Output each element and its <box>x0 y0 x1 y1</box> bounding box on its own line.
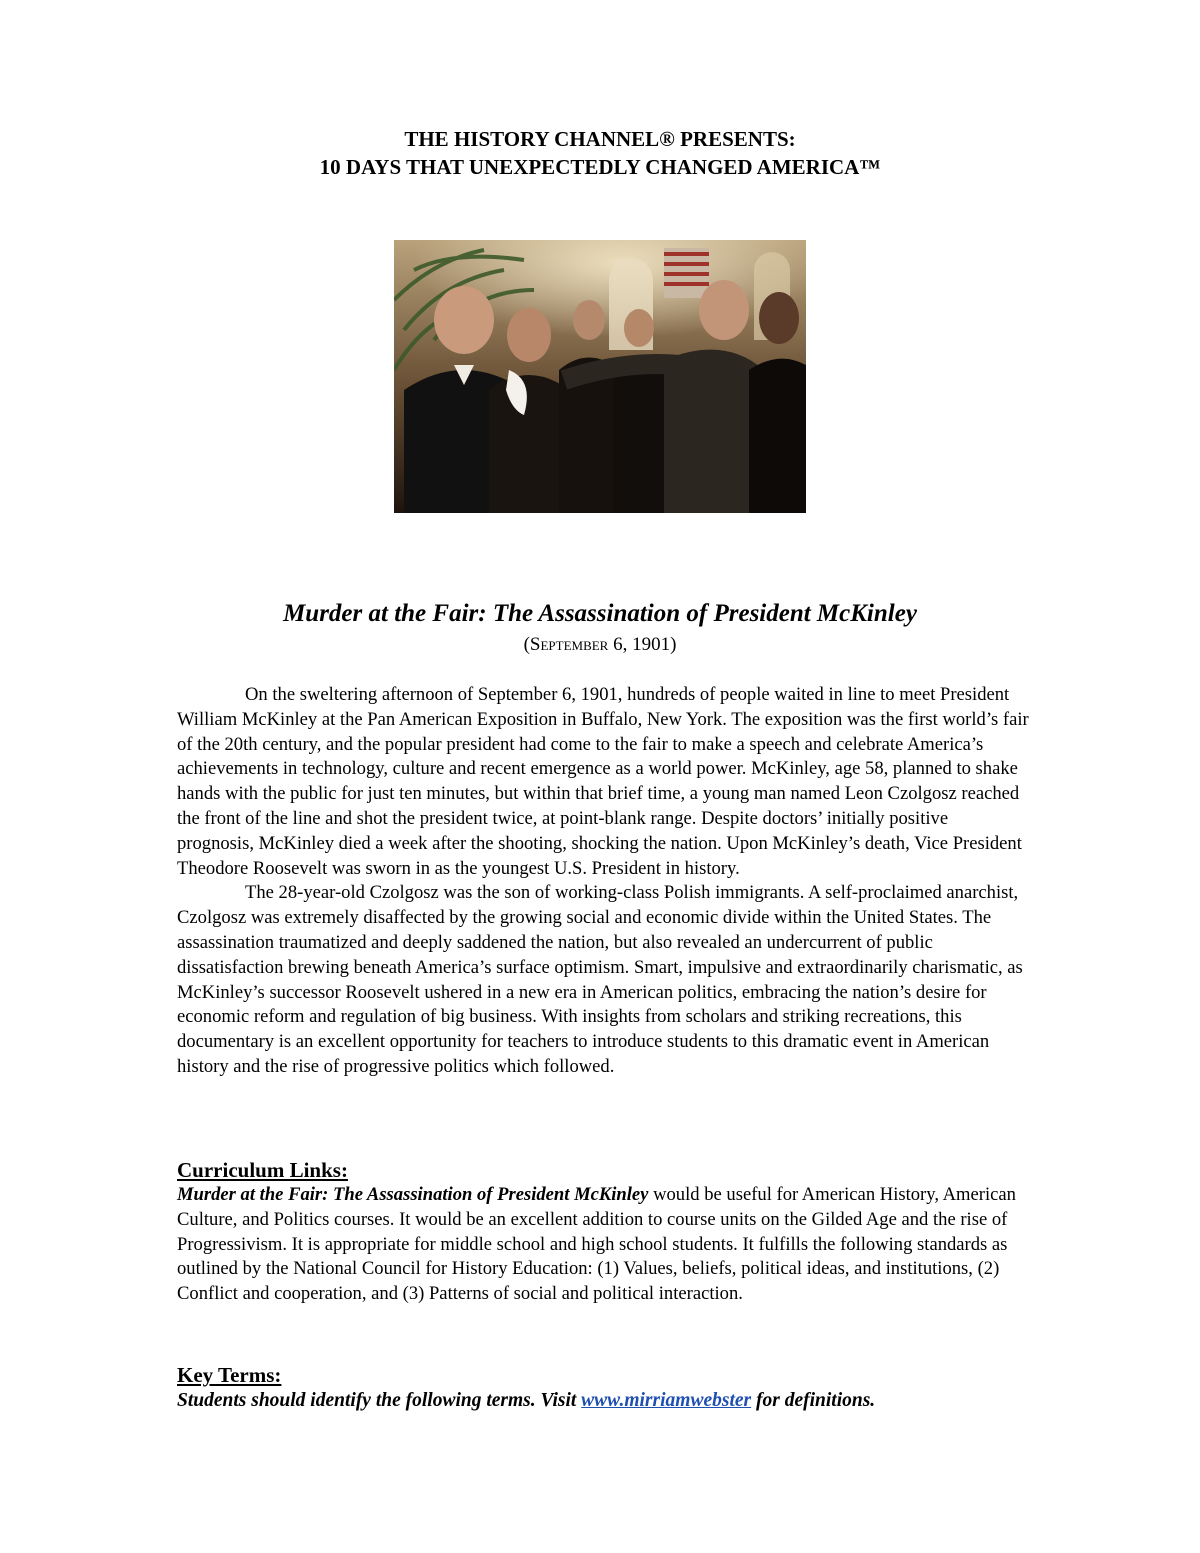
header-line-2: 10 DAYS THAT UNEXPECTEDLY CHANGED AMERICA™ <box>319 155 881 179</box>
key-terms-instruction-start: Students should identify the following terms. Visit <box>177 1390 582 1411</box>
summary-paragraph: The 28-year-old Czolgosz was the son of working-class Polish immigrants. A self-proclaimed anarchist, Czolgosz was extremely disaffected by the growing social and economic divide within the United States. The assassination traumatized and deeply saddened the nation, but also revealed an undercurrent of public dissatisfaction brewing beneath America’s surface optimism. Smart, impulsive and extraordinarily charismatic, as McKinley’s successor Roosevelt ushered in a new era in American politics, embracing the nation’s desire for economic reform and regulation of big business. With insights from scholars and striking recreations, this documentary is an excellent opportunity for teachers to introduce students to this dramatic event in American history and the rise of progressive politics which followed. <box>177 882 1023 1077</box>
key-terms-heading: Key Terms: <box>177 1363 282 1387</box>
document-date: (September 6, 1901) <box>523 634 677 655</box>
curriculum-links-text <box>177 1183 1029 1307</box>
curriculum-links-section <box>177 1157 1029 1307</box>
scene-photo <box>394 240 806 513</box>
document-title: Murder at the Fair: The Assassination of President McKinley <box>283 600 917 627</box>
key-terms-instruction-end: for definitions. <box>751 1390 876 1411</box>
key-terms-instruction <box>177 1388 1029 1414</box>
document-header <box>0 125 1200 181</box>
header-line-1: THE HISTORY CHANNEL® PRESENTS: <box>404 127 796 151</box>
dictionary-link[interactable]: www.mirriamwebster <box>581 1390 752 1411</box>
summary-body <box>177 683 1029 1080</box>
curriculum-links-heading: Curriculum Links: <box>177 1158 348 1182</box>
summary-paragraph: On the sweltering afternoon of September 6, 1901, hundreds of people waited in line to meet President William McKinley at the Pan American Exposition in Buffalo, New York. The exposition was the first world’s fair of the 20th century, and the popular president had come to the fair to make a speech and celebrate America’s achievements in technology, culture and recent emergence as a world power. McKinley, age 58, planned to shake hands with the public for just ten minutes, but within that brief time, a young man named Leon Czolgosz reached the front of the line and shot the president twice, at point-blank range. Despite doctors’ initially positive prognosis, McKinley died a week after the shooting, shocking the nation. Upon McKinley’s death, Vice President Theodore Roosevelt was sworn in as the youngest U.S. President in history. <box>177 684 1029 879</box>
key-terms-section <box>177 1362 1029 1414</box>
curriculum-description: would be useful for American History, American Culture, and Politics courses. It would be an excellent addition to course units on the Gilded Age and the rise of Progressivism. It is appropriate for middle school and high school students. It fulfills the following standards as outlined by the National Council for History Education: (1) Values, beliefs, political ideas, and institutions, (2) Conflict and cooperation, and (3) Patterns of social and political interaction. <box>177 1184 1016 1305</box>
curriculum-title-reference: Murder at the Fair: The Assassination of President McKinley <box>177 1184 649 1205</box>
